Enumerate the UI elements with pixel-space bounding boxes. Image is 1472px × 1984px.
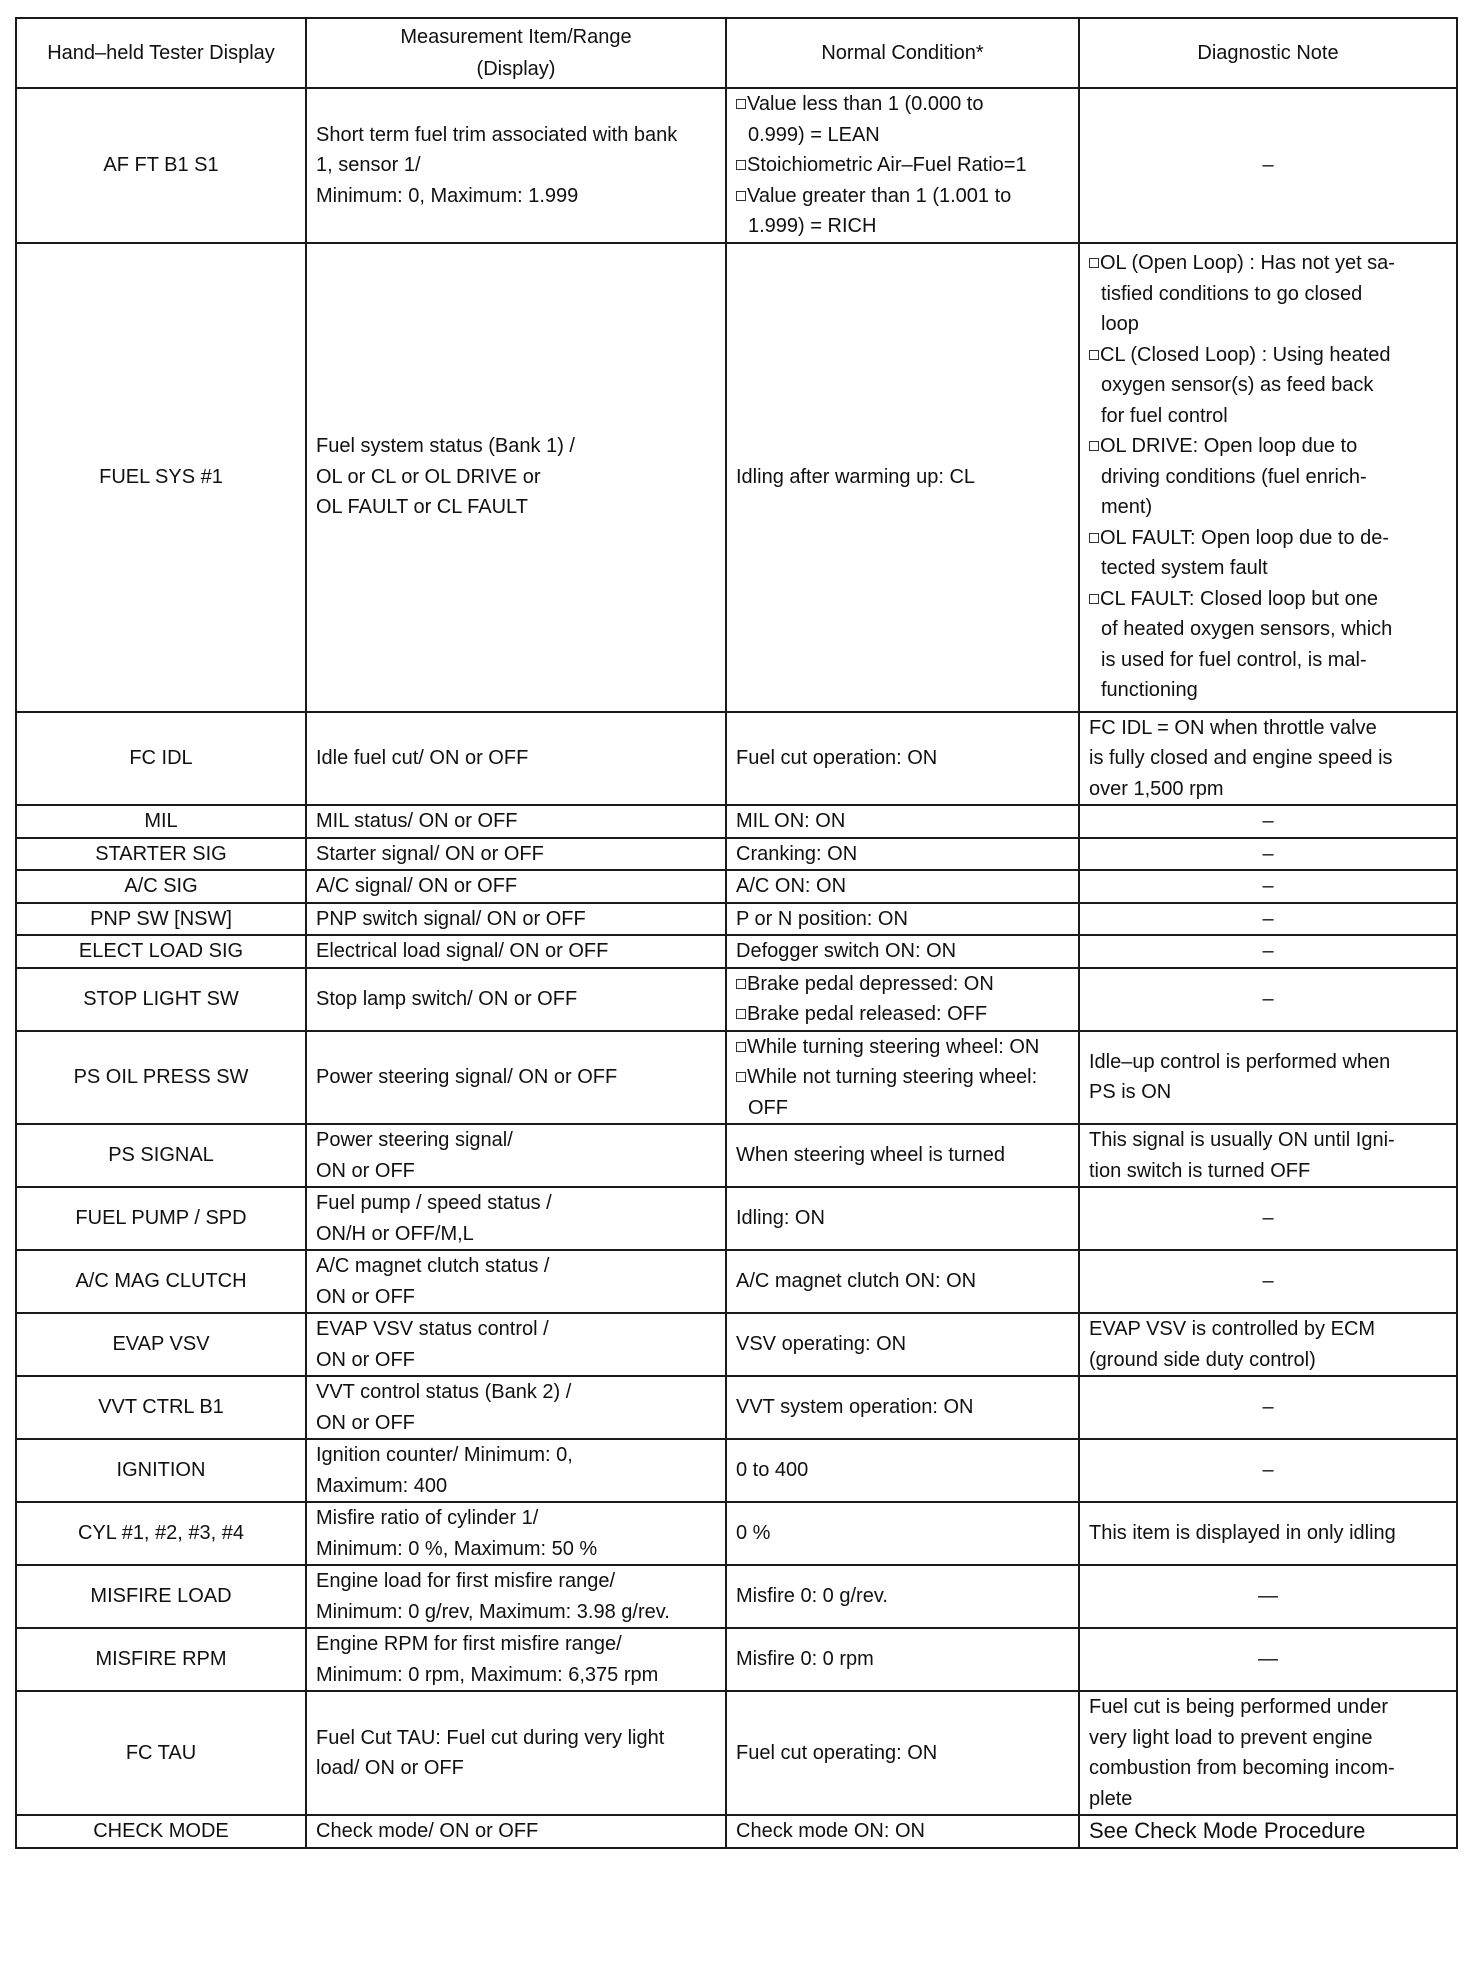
normal-condition-text: VSV operating: ON — [736, 1333, 907, 1356]
cell-diagnostic-note — [1079, 1502, 1457, 1565]
data-list-table — [15, 17, 1458, 1849]
cell-measurement — [306, 1250, 726, 1313]
diagnostic-note-line: – — [1262, 154, 1274, 176]
measurement-line: Ignition counter/ Minimum: 0, — [316, 1444, 573, 1466]
cell-normal-condition — [726, 935, 1079, 968]
normal-condition-text: P or N position: ON — [736, 907, 908, 930]
measurement-line: Minimum: 0, Maximum: 1.999 — [316, 184, 579, 207]
cell-diagnostic-note — [1079, 243, 1457, 712]
table-header-row — [16, 18, 1457, 88]
cell-normal-condition — [726, 1124, 1079, 1187]
cell-tester-display: AF FT B1 S1 — [16, 88, 306, 243]
cell-measurement — [306, 88, 726, 243]
diagnostic-note-line — [1089, 645, 1447, 676]
cell-diagnostic-note — [1079, 903, 1457, 936]
diagnostic-note-line — [1089, 370, 1447, 401]
measurement-line: A/C signal/ ON or OFF — [316, 875, 518, 897]
cell-normal-condition — [726, 903, 1079, 936]
normal-condition-line — [736, 1392, 1069, 1423]
cell-normal-condition — [726, 1628, 1079, 1691]
normal-condition-text: Misfire 0: 0 rpm — [736, 1648, 874, 1671]
cell-measurement — [306, 870, 726, 903]
measurement-line: Minimum: 0 rpm, Maximum: 6,375 rpm — [316, 1663, 659, 1686]
normal-condition-text: Cranking: ON — [736, 842, 858, 865]
cell-measurement — [306, 1376, 726, 1439]
measurement-line: Engine RPM for first misfire range/ — [316, 1633, 622, 1655]
cell-measurement — [306, 1565, 726, 1628]
cell-measurement — [306, 1502, 726, 1565]
diagnostic-note-text: driving conditions (fuel enrich- — [1101, 465, 1367, 488]
check-mode-procedure-link[interactable]: See Check Mode Procedure — [1089, 1818, 1366, 1843]
normal-condition-line — [736, 871, 1069, 902]
normal-condition-line — [736, 1032, 1069, 1063]
diagnostic-note-line — [1089, 431, 1447, 462]
cell-measurement — [306, 1187, 726, 1250]
diagnostic-note-line: – — [1262, 940, 1274, 962]
cell-diagnostic-note[interactable] — [1079, 1815, 1457, 1848]
cell-measurement — [306, 1691, 726, 1815]
normal-condition-text: While not turning steering wheel: — [747, 1066, 1038, 1088]
diagnostic-note-text: oxygen sensor(s) as feed back — [1101, 374, 1374, 397]
cell-normal-condition — [726, 1439, 1079, 1502]
measurement-line: ON/H or OFF/M,L — [316, 1222, 474, 1245]
cell-normal-condition — [726, 805, 1079, 838]
cell-diagnostic-note — [1079, 1124, 1457, 1187]
cell-diagnostic-note — [1079, 805, 1457, 838]
normal-condition-text: VVT system operation: ON — [736, 1396, 974, 1419]
cell-measurement — [306, 712, 726, 806]
diagnostic-note-text: tected system fault — [1101, 557, 1268, 580]
diagnostic-note-line — [1089, 340, 1447, 371]
cell-diagnostic-note — [1079, 1628, 1457, 1691]
checkbox-bullet-icon — [1089, 594, 1099, 604]
cell-normal-condition — [726, 1815, 1079, 1848]
diagnostic-note-text: loop — [1101, 313, 1139, 336]
diagnostic-note-text: CL FAULT: Closed loop but one — [1100, 587, 1378, 610]
normal-condition-line — [736, 181, 1069, 212]
diagnostic-note-line: – — [1262, 810, 1274, 832]
checkbox-bullet-icon — [736, 191, 746, 201]
diagnostic-note-line: – — [1262, 842, 1274, 865]
normal-condition-text: Idling after warming up: CL — [736, 465, 976, 488]
cell-normal-condition — [726, 1031, 1079, 1125]
table-row — [16, 1628, 1457, 1691]
diagnostic-note-line — [1089, 675, 1447, 706]
normal-condition-text: Value less than 1 (0.000 to — [747, 93, 984, 115]
normal-condition-line — [736, 150, 1069, 181]
measurement-line: Short term fuel trim associated with bank — [316, 123, 678, 146]
cell-measurement — [306, 1628, 726, 1691]
measurement-line: load/ ON or OFF — [316, 1757, 464, 1779]
normal-condition-line — [736, 1455, 1069, 1486]
diagnostic-note-line — [1089, 462, 1447, 493]
checkbox-bullet-icon — [1089, 441, 1099, 451]
cell-measurement — [306, 1815, 726, 1848]
cell-measurement — [306, 838, 726, 871]
header-measurement-line: (Display) — [476, 58, 556, 80]
table-row — [16, 903, 1457, 936]
table-row — [16, 1250, 1457, 1313]
cell-tester-display: PNP SW [NSW] — [16, 903, 306, 936]
diagnostic-note-line — [1089, 279, 1447, 310]
cell-tester-display: ELECT LOAD SIG — [16, 935, 306, 968]
cell-diagnostic-note — [1079, 712, 1457, 806]
cell-tester-display: FC IDL — [16, 712, 306, 806]
diagnostic-note-line: EVAP VSV is controlled by ECM — [1089, 1318, 1376, 1340]
normal-condition-text: Brake pedal released: OFF — [747, 1003, 988, 1025]
measurement-line: Engine load for first misfire range/ — [316, 1570, 616, 1592]
measurement-line: Idle fuel cut/ ON or OFF — [316, 747, 529, 769]
cell-tester-display: CHECK MODE — [16, 1815, 306, 1848]
measurement-line: Power steering signal/ ON or OFF — [316, 1066, 618, 1088]
cell-measurement — [306, 968, 726, 1031]
normal-condition-text: 0 % — [736, 1522, 771, 1545]
diagnostic-note-line: — — [1258, 1585, 1278, 1608]
cell-normal-condition — [726, 1691, 1079, 1815]
normal-condition-text: A/C magnet clutch ON: ON — [736, 1270, 977, 1293]
normal-condition-line — [736, 936, 1069, 967]
diagnostic-note-line: over 1,500 rpm — [1089, 777, 1224, 800]
table-body — [16, 88, 1457, 1848]
cell-diagnostic-note — [1079, 870, 1457, 903]
diagnostic-note-line — [1089, 401, 1447, 432]
table-row — [16, 88, 1457, 243]
diagnostic-note-line — [1089, 553, 1447, 584]
cell-measurement — [306, 935, 726, 968]
measurement-line: ON or OFF — [316, 1411, 415, 1434]
normal-condition-line — [736, 1518, 1069, 1549]
normal-condition-line — [736, 969, 1069, 1000]
diagnostic-note-line — [1089, 248, 1447, 279]
cell-measurement — [306, 805, 726, 838]
measurement-line: Minimum: 0 g/rev, Maximum: 3.98 g/rev. — [316, 1600, 670, 1623]
table-row — [16, 1376, 1457, 1439]
cell-measurement — [306, 243, 726, 712]
normal-condition-text: Brake pedal depressed: ON — [747, 972, 994, 995]
cell-tester-display: MISFIRE RPM — [16, 1628, 306, 1691]
diagnostic-note-line: – — [1262, 1396, 1274, 1419]
normal-condition-line — [736, 1140, 1069, 1171]
cell-normal-condition — [726, 712, 1079, 806]
normal-condition-text: A/C ON: ON — [736, 875, 847, 897]
diagnostic-note-line: This signal is usually ON until Igni- — [1089, 1129, 1395, 1151]
diagnostic-note-text: OL DRIVE: Open loop due to — [1100, 435, 1358, 458]
cell-tester-display: STARTER SIG — [16, 838, 306, 871]
cell-tester-display: VVT CTRL B1 — [16, 1376, 306, 1439]
table-row — [16, 1502, 1457, 1565]
cell-tester-display: FUEL PUMP / SPD — [16, 1187, 306, 1250]
measurement-line: Check mode/ ON or OFF — [316, 1820, 539, 1842]
diagnostic-note-text: tisfied conditions to go closed — [1101, 282, 1363, 305]
measurement-line: Minimum: 0 %, Maximum: 50 % — [316, 1537, 598, 1560]
table-row — [16, 712, 1457, 806]
table-row — [16, 805, 1457, 838]
cell-diagnostic-note — [1079, 968, 1457, 1031]
table-row — [16, 1565, 1457, 1628]
normal-condition-line — [736, 1266, 1069, 1297]
cell-tester-display: STOP LIGHT SW — [16, 968, 306, 1031]
normal-condition-text: 0.999) = LEAN — [748, 123, 880, 146]
normal-condition-line — [736, 211, 1069, 242]
cell-normal-condition — [726, 88, 1079, 243]
diagnostic-note-text: OL (Open Loop) : Has not yet sa- — [1100, 252, 1395, 275]
diagnostic-note-line: Fuel cut is being performed under — [1089, 1696, 1389, 1718]
diagnostic-note-text: CL (Closed Loop) : Using heated — [1100, 343, 1391, 366]
cell-diagnostic-note — [1079, 935, 1457, 968]
normal-condition-line — [736, 1581, 1069, 1612]
cell-normal-condition — [726, 1565, 1079, 1628]
diagnostic-note-line — [1089, 614, 1447, 645]
normal-condition-text: When steering wheel is turned — [736, 1144, 1006, 1167]
diagnostic-note-line — [1089, 523, 1447, 554]
header-tester-display: Hand–held Tester Display — [16, 18, 306, 88]
cell-diagnostic-note — [1079, 88, 1457, 243]
cell-measurement — [306, 1439, 726, 1502]
cell-normal-condition — [726, 1313, 1079, 1376]
normal-condition-text: 1.999) = RICH — [748, 215, 877, 237]
cell-normal-condition — [726, 1376, 1079, 1439]
cell-diagnostic-note — [1079, 1376, 1457, 1439]
cell-tester-display: A/C SIG — [16, 870, 306, 903]
table-row — [16, 1815, 1457, 1848]
cell-tester-display: PS SIGNAL — [16, 1124, 306, 1187]
normal-condition-line — [736, 462, 1069, 493]
cell-diagnostic-note — [1079, 1439, 1457, 1502]
table-row — [16, 1187, 1457, 1250]
normal-condition-line — [736, 89, 1069, 120]
cell-normal-condition — [726, 838, 1079, 871]
normal-condition-text: Defogger switch ON: ON — [736, 940, 957, 962]
table-row — [16, 1031, 1457, 1125]
cell-normal-condition — [726, 968, 1079, 1031]
cell-tester-display: A/C MAG CLUTCH — [16, 1250, 306, 1313]
cell-measurement — [306, 1031, 726, 1125]
normal-condition-line — [736, 120, 1069, 151]
measurement-line: VVT control status (Bank 2) / — [316, 1381, 572, 1403]
measurement-line: ON or OFF — [316, 1348, 415, 1371]
table-row — [16, 1313, 1457, 1376]
normal-condition-line — [736, 999, 1069, 1030]
normal-condition-text: While turning steering wheel: ON — [747, 1035, 1040, 1058]
cell-tester-display: PS OIL PRESS SW — [16, 1031, 306, 1125]
checkbox-bullet-icon — [736, 1009, 746, 1019]
cell-normal-condition — [726, 870, 1079, 903]
measurement-line: OL or CL or OL DRIVE or — [316, 465, 541, 488]
measurement-line: Starter signal/ ON or OFF — [316, 842, 544, 865]
table-row — [16, 1124, 1457, 1187]
table-row — [16, 870, 1457, 903]
measurement-line: ON or OFF — [316, 1159, 415, 1182]
diagnostic-note-text: is used for fuel control, is mal- — [1101, 648, 1367, 671]
normal-condition-text: OFF — [748, 1096, 788, 1119]
measurement-line: Fuel system status (Bank 1) / — [316, 435, 575, 458]
measurement-line: Misfire ratio of cylinder 1/ — [316, 1507, 539, 1529]
diagnostic-note-line: This item is displayed in only idling — [1089, 1522, 1396, 1545]
normal-condition-text: 0 to 400 — [736, 1459, 809, 1482]
normal-condition-text: Check mode ON: ON — [736, 1820, 925, 1842]
diagnostic-note-line: (ground side duty control) — [1089, 1348, 1316, 1371]
cell-tester-display: IGNITION — [16, 1439, 306, 1502]
header-measurement-line: Measurement Item/Range — [400, 26, 632, 48]
diagnostic-note-line: very light load to prevent engine — [1089, 1726, 1373, 1749]
cell-tester-display: MIL — [16, 805, 306, 838]
normal-condition-line — [736, 1329, 1069, 1360]
diagnostic-note-line: tion switch is turned OFF — [1089, 1159, 1311, 1182]
diagnostic-note-line: PS is ON — [1089, 1081, 1172, 1104]
diagnostic-note-line — [1089, 309, 1447, 340]
diagnostic-note-line: – — [1262, 1270, 1274, 1293]
header-measurement — [306, 18, 726, 88]
measurement-line: Fuel Cut TAU: Fuel cut during very light — [316, 1726, 665, 1749]
cell-normal-condition — [726, 1250, 1079, 1313]
diagnostic-note-line: is fully closed and engine speed is — [1089, 747, 1393, 769]
diagnostic-note-text: ment) — [1101, 496, 1153, 519]
diagnostic-note-text: for fuel control — [1101, 404, 1228, 427]
table-row — [16, 838, 1457, 871]
measurement-line: MIL status/ ON or OFF — [316, 810, 518, 832]
diagnostic-note-text: of heated oxygen sensors, which — [1101, 618, 1393, 641]
cell-normal-condition — [726, 1502, 1079, 1565]
table-row — [16, 968, 1457, 1031]
measurement-line: Electrical load signal/ ON or OFF — [316, 940, 609, 962]
diagnostic-note-line: – — [1262, 1459, 1274, 1482]
header-diagnostic-note: Diagnostic Note — [1079, 18, 1457, 88]
cell-tester-display: CYL #1, #2, #3, #4 — [16, 1502, 306, 1565]
cell-measurement — [306, 903, 726, 936]
normal-condition-text: MIL ON: ON — [736, 810, 846, 832]
diagnostic-note-line: — — [1258, 1648, 1278, 1671]
measurement-line: ON or OFF — [316, 1285, 415, 1308]
diagnostic-note-text: OL FAULT: Open loop due to de- — [1100, 526, 1390, 549]
measurement-line: OL FAULT or CL FAULT — [316, 496, 528, 519]
cell-diagnostic-note — [1079, 1565, 1457, 1628]
measurement-line: 1, sensor 1/ — [316, 154, 421, 176]
checkbox-bullet-icon — [736, 1042, 746, 1052]
normal-condition-text: Value greater than 1 (1.001 to — [747, 184, 1012, 207]
measurement-line: Power steering signal/ — [316, 1129, 513, 1151]
checkbox-bullet-icon — [1089, 533, 1099, 543]
diagnostic-note-text: functioning — [1101, 679, 1198, 702]
normal-condition-line — [736, 743, 1069, 774]
checkbox-bullet-icon — [1089, 350, 1099, 360]
cell-diagnostic-note — [1079, 1031, 1457, 1125]
cell-diagnostic-note — [1079, 1313, 1457, 1376]
diagnostic-note-line: – — [1262, 907, 1274, 930]
cell-tester-display: EVAP VSV — [16, 1313, 306, 1376]
table-row — [16, 935, 1457, 968]
measurement-line: Maximum: 400 — [316, 1474, 448, 1497]
measurement-line: Stop lamp switch/ ON or OFF — [316, 987, 578, 1010]
diagnostic-note-line: combustion from becoming incom- — [1089, 1757, 1395, 1779]
normal-condition-text: Fuel cut operation: ON — [736, 747, 938, 769]
cell-normal-condition — [726, 1187, 1079, 1250]
cell-tester-display: FC TAU — [16, 1691, 306, 1815]
normal-condition-text: Stoichiometric Air–Fuel Ratio=1 — [747, 154, 1027, 176]
header-normal-condition: Normal Condition* — [726, 18, 1079, 88]
cell-diagnostic-note — [1079, 1691, 1457, 1815]
normal-condition-text: Misfire 0: 0 g/rev. — [736, 1585, 888, 1608]
normal-condition-line — [736, 806, 1069, 837]
diagnostic-note-line — [1089, 584, 1447, 615]
diagnostic-note-line: FC IDL = ON when throttle valve — [1089, 716, 1377, 739]
normal-condition-line — [736, 904, 1069, 935]
checkbox-bullet-icon — [736, 99, 746, 109]
cell-diagnostic-note — [1079, 838, 1457, 871]
table-row — [16, 1691, 1457, 1815]
normal-condition-line — [736, 1093, 1069, 1124]
measurement-line: Fuel pump / speed status / — [316, 1192, 552, 1214]
cell-normal-condition — [726, 243, 1079, 712]
diagnostic-note-line — [1089, 492, 1447, 523]
cell-measurement — [306, 1124, 726, 1187]
normal-condition-line — [736, 1738, 1069, 1769]
diagnostic-note-line: plete — [1089, 1787, 1133, 1810]
diagnostic-note-line: Idle–up control is performed when — [1089, 1050, 1391, 1073]
normal-condition-text: Idling: ON — [736, 1207, 825, 1230]
diagnostic-note-line: – — [1262, 987, 1274, 1010]
checkbox-bullet-icon — [1089, 258, 1099, 268]
normal-condition-line — [736, 1816, 1069, 1847]
normal-condition-line — [736, 1203, 1069, 1234]
cell-diagnostic-note — [1079, 1187, 1457, 1250]
table-row — [16, 243, 1457, 712]
cell-measurement — [306, 1313, 726, 1376]
diagnostic-note-line: – — [1262, 1207, 1274, 1230]
normal-condition-line — [736, 1062, 1069, 1093]
checkbox-bullet-icon — [736, 979, 746, 989]
checkbox-bullet-icon — [736, 160, 746, 170]
normal-condition-line — [736, 1644, 1069, 1675]
measurement-line: EVAP VSV status control / — [316, 1318, 549, 1340]
cell-diagnostic-note — [1079, 1250, 1457, 1313]
cell-tester-display: FUEL SYS #1 — [16, 243, 306, 712]
normal-condition-text: Fuel cut operating: ON — [736, 1741, 938, 1764]
diagnostic-note-line: – — [1262, 875, 1274, 897]
measurement-line: A/C magnet clutch status / — [316, 1255, 550, 1277]
table-row — [16, 1439, 1457, 1502]
normal-condition-line — [736, 839, 1069, 870]
cell-tester-display: MISFIRE LOAD — [16, 1565, 306, 1628]
measurement-line: PNP switch signal/ ON or OFF — [316, 907, 586, 930]
checkbox-bullet-icon — [736, 1072, 746, 1082]
